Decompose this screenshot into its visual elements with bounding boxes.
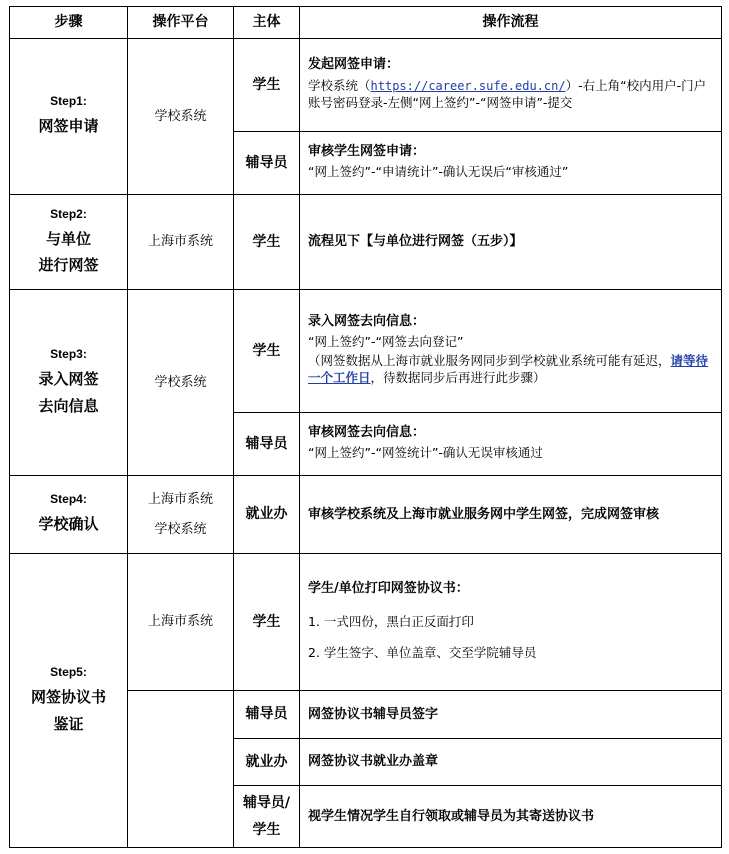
table-row xyxy=(10,554,722,691)
step5-both-subject1: 辅导员/ xyxy=(242,794,291,811)
step1-line-pre: 学校系统（ xyxy=(308,77,371,93)
step1-platform: 学校系统 xyxy=(128,39,234,195)
step2-cell xyxy=(10,195,128,290)
step3-student-title: 录入网签去向信息： xyxy=(308,313,426,329)
step5-en: Step5: xyxy=(50,665,87,680)
step4-en: Step4: xyxy=(50,492,87,507)
step4-process: 审核学校系统及上海市就业服务网中学生网签，完成网签审核 xyxy=(300,476,722,554)
step5-both-subject2: 学生 xyxy=(252,821,281,838)
step5-both-process: 视学生情况学生自行领取或辅导员为其寄送协议书 xyxy=(300,786,722,848)
step5-student-title: 学生/单位打印网签协议书： xyxy=(308,581,469,597)
step5-platform: 上海市系统 xyxy=(128,554,234,691)
table-row xyxy=(10,290,722,413)
step5-item2: 2. 学生签字、单位盖章、交至学院辅导员 xyxy=(308,644,537,660)
step5-platform-empty xyxy=(128,691,234,848)
step3-note-post: ，待数据同步后再进行此步骤） xyxy=(370,370,546,386)
step5-student-subject: 学生 xyxy=(234,554,300,691)
table-header-row xyxy=(10,7,722,39)
step5-cell xyxy=(10,554,128,848)
step1-zh: 网签申请 xyxy=(38,117,99,136)
wait-one-workday-highlight: 请等待一个工作日 xyxy=(308,353,709,386)
step1-en: Step1: xyxy=(50,94,87,109)
step5-office-process: 网签协议书就业办盖章 xyxy=(300,739,722,786)
step5-counselor-subject: 辅导员 xyxy=(234,691,300,739)
step3-zh1: 录入网签 xyxy=(38,370,99,389)
step5-item1: 1. 一式四份，黑白正反面打印 xyxy=(308,613,474,629)
step1-line-post: ）-右上角“校内用户-门户账号密码登录-左侧“网上签约”-“网签申请”-提交 xyxy=(308,77,707,110)
step3-student-line: “网上签约”-“网签去向登记” xyxy=(308,334,464,350)
step4-platform1: 上海市系统 xyxy=(147,492,213,508)
step3-en: Step3: xyxy=(50,347,87,362)
step2-zh1: 与单位 xyxy=(45,229,91,248)
step3-note-pre: （网签数据从上海市就业服务网同步到学校就业系统可能有延迟， xyxy=(308,353,671,369)
step2-en: Step2: xyxy=(50,206,87,221)
step5-zh2: 鉴证 xyxy=(53,714,84,733)
step2-platform: 上海市系统 xyxy=(128,195,234,290)
step4-cell xyxy=(10,476,128,554)
step2-zh2: 进行网签 xyxy=(38,256,99,275)
header-platform: 操作平台 xyxy=(128,7,234,39)
step5-both-subject xyxy=(234,786,300,848)
table-row xyxy=(10,476,722,554)
step3-cell xyxy=(10,290,128,476)
step1-counselor-process xyxy=(300,132,722,195)
step3-student-process xyxy=(300,290,722,413)
step2-subject: 学生 xyxy=(234,195,300,290)
step5-student-process xyxy=(300,554,722,691)
step2-process: 流程见下【与单位进行网签（五步）】 xyxy=(300,195,722,290)
step4-zh: 学校确认 xyxy=(38,515,99,534)
step1-counselor-line: “网上签约”-“申请统计”-确认无误后“审核通过” xyxy=(308,164,569,180)
header-step: 步骤 xyxy=(10,7,128,39)
step1-cell xyxy=(10,39,128,195)
step3-student-note xyxy=(308,353,715,387)
table-row xyxy=(10,195,722,290)
step3-counselor-process xyxy=(300,413,722,476)
header-process: 操作流程 xyxy=(300,7,722,39)
table-row xyxy=(10,39,722,132)
step3-zh2: 去向信息 xyxy=(38,396,99,415)
step1-counselor-subject: 辅导员 xyxy=(234,132,300,195)
step5-office-subject: 就业办 xyxy=(234,739,300,786)
step4-platform xyxy=(128,476,234,554)
header-subject: 主体 xyxy=(234,7,300,39)
step5-counselor-process: 网签协议书辅导员签字 xyxy=(300,691,722,739)
process-table xyxy=(9,6,722,848)
step5-zh1: 网签协议书 xyxy=(30,688,106,707)
step1-student-title: 发起网签申请： xyxy=(308,57,400,73)
step3-student-subject: 学生 xyxy=(234,290,300,413)
step1-counselor-title: 审核学生网签申请： xyxy=(308,143,426,159)
step3-counselor-line: “网上签约”-“网签统计”-确认无误审核通过 xyxy=(308,445,543,461)
step3-counselor-title: 审核网签去向信息： xyxy=(308,424,426,440)
step4-subject: 就业办 xyxy=(234,476,300,554)
step1-student-line xyxy=(308,78,715,112)
step4-platform2: 学校系统 xyxy=(154,521,207,537)
step1-student-process xyxy=(300,39,722,132)
career-url-link[interactable]: https://career.sufe.edu.cn/ xyxy=(370,78,566,93)
step3-counselor-subject: 辅导员 xyxy=(234,413,300,476)
step1-student-subject: 学生 xyxy=(234,39,300,132)
step3-platform: 学校系统 xyxy=(128,290,234,476)
